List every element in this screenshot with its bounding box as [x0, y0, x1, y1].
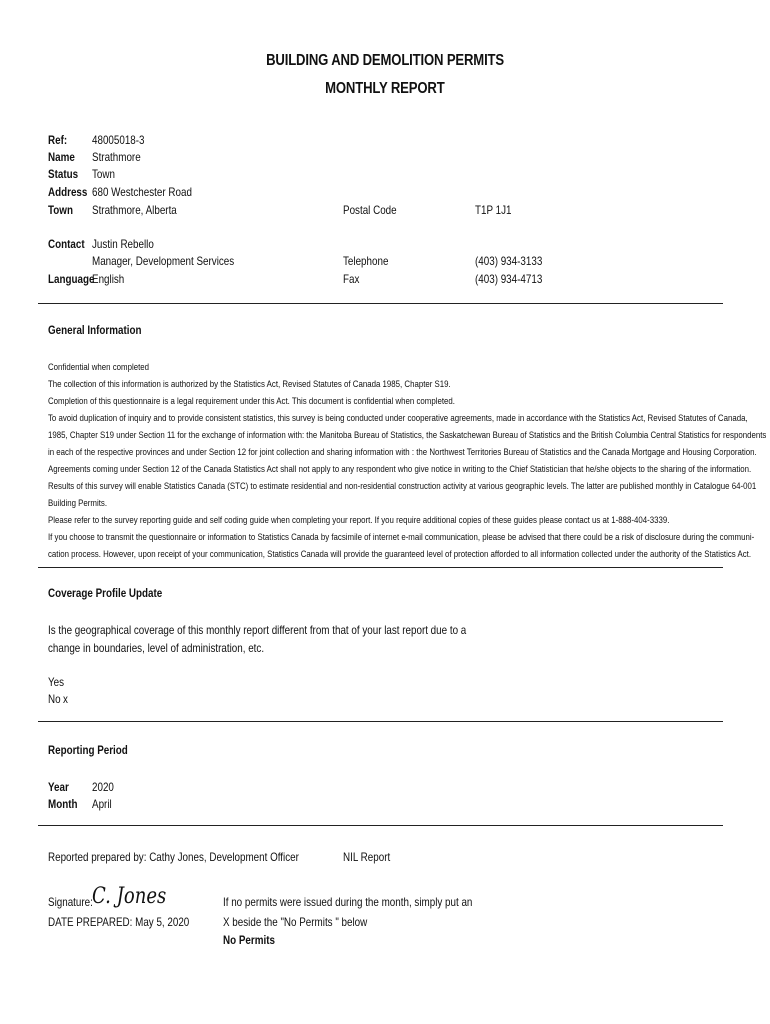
fax-label: Fax — [343, 272, 360, 286]
prepared-by: Reported prepared by: Cathy Jones, Development Officer — [48, 850, 299, 864]
postal-code-value: T1P 1J1 — [475, 203, 512, 217]
year-value: 2020 — [92, 780, 114, 794]
nil-instructions-line2: X beside the "No Permits " below — [223, 915, 368, 929]
contact-label: Contact — [48, 237, 85, 251]
divider-4 — [38, 825, 723, 826]
status-label: Status — [48, 167, 79, 181]
date-prepared: DATE PREPARED: May 5, 2020 — [48, 915, 190, 929]
coverage-heading: Coverage Profile Update — [48, 586, 163, 600]
signature-label: Signature: — [48, 895, 93, 909]
language-label: Language — [48, 272, 95, 286]
fax-value: (403) 934-4713 — [475, 272, 543, 286]
nil-instructions-line1: If no permits were issued during the month, simply put an — [223, 895, 473, 909]
address-value: 680 Westchester Road — [92, 185, 192, 199]
general-info-line: Agreements coming under Section 12 of the Canada Statistics Act shall not apply to any respondent who give notice in writing to the Chief Statistician that he/she objects to the sharing of the information. — [48, 464, 752, 475]
name-value: Strathmore — [92, 150, 141, 164]
name-label: Name — [48, 150, 75, 164]
coverage-yes-option[interactable]: Yes — [48, 675, 65, 689]
general-info-line: Completion of this questionnaire is a legal requirement under this Act. This document is confidential when completed. — [48, 396, 455, 407]
general-info-line: Confidential when completed — [48, 362, 150, 373]
address-label: Address — [48, 185, 88, 199]
report-title-line1: BUILDING AND DEMOLITION PERMITS — [266, 52, 504, 69]
year-label: Year — [48, 780, 69, 794]
contact-name: Justin Rebello — [92, 237, 154, 251]
divider-1 — [38, 303, 723, 304]
divider-3 — [38, 721, 723, 722]
coverage-question-line2: change in boundaries, level of administration, etc. — [48, 641, 265, 655]
general-info-line: Building Permits. — [48, 498, 108, 509]
divider-2 — [38, 567, 723, 568]
coverage-question-line1: Is the geographical coverage of this monthly report different from that of your last report due to a — [48, 623, 467, 637]
general-info-line: in each of the respective provinces and under Section 12 for joint collection and sharing information with : the Northwest Territories Bureau of Statistics and the Canada Mortgage and Housing Corporation. — [48, 447, 757, 458]
general-info-line: Results of this survey will enable Statistics Canada (STC) to estimate residential and non-residential construction activity at various geographic levels. The latter are published monthly in Catalogue 64-001 — [48, 481, 757, 492]
status-value: Town — [92, 167, 115, 181]
coverage-no-option[interactable]: No — [48, 692, 61, 706]
nil-report-label: NIL Report — [343, 850, 391, 864]
ref-label: Ref: — [48, 133, 68, 147]
reporting-period-heading: Reporting Period — [48, 743, 128, 757]
general-info-line: If you choose to transmit the questionnaire or information to Statistics Canada by facsimile of internet e-mail communication, please be advised that there could be a risk of disclosure during the communi- — [48, 532, 755, 543]
contact-title: Manager, Development Services — [92, 254, 235, 268]
signature: C. Jones — [92, 884, 167, 909]
town-label: Town — [48, 203, 73, 217]
month-value: April — [92, 797, 112, 811]
postal-code-label: Postal Code — [343, 203, 397, 217]
telephone-label: Telephone — [343, 254, 389, 268]
general-info-line: Please refer to the survey reporting guide and self coding guide when completing your report. If you require additional copies of these guides please contact us at 1-888-404-3339. — [48, 515, 670, 526]
no-permits-option[interactable]: No Permits — [223, 933, 275, 947]
general-info-text — [48, 359, 767, 563]
telephone-value: (403) 934-3133 — [475, 254, 543, 268]
general-info-line: cation process. However, upon receipt of your communication, Statistics Canada will provide the guaranteed level of protection afforded to all information collected under the authority of the Statistics Act. — [48, 549, 752, 560]
town-value: Strathmore, Alberta — [92, 203, 177, 217]
report-title-line2: MONTHLY REPORT — [325, 80, 445, 97]
month-label: Month — [48, 797, 78, 811]
ref-value: 48005018-3 — [92, 133, 145, 147]
general-info-line: The collection of this information is authorized by the Statistics Act, Revised Statutes of Canada 1985, Chapter S19. — [48, 379, 451, 390]
coverage-no-checkmark: x — [63, 692, 68, 706]
general-info-line: 1985, Chapter S19 under Section 11 for the exchange of information with: the Manitoba Bureau of Statistics, the Saskatchewan Bureau of Statistics and the British Columbia Central Statistics for respondents — [48, 430, 767, 441]
language-value: English — [92, 272, 125, 286]
general-info-line: To avoid duplication of inquiry and to provide consistent statistics, this survey is being conducted under cooperative agreements, made in accordance with the Statistics Act, Revised Statutes of Canada, — [48, 413, 748, 424]
general-info-heading: General Information — [48, 323, 142, 337]
